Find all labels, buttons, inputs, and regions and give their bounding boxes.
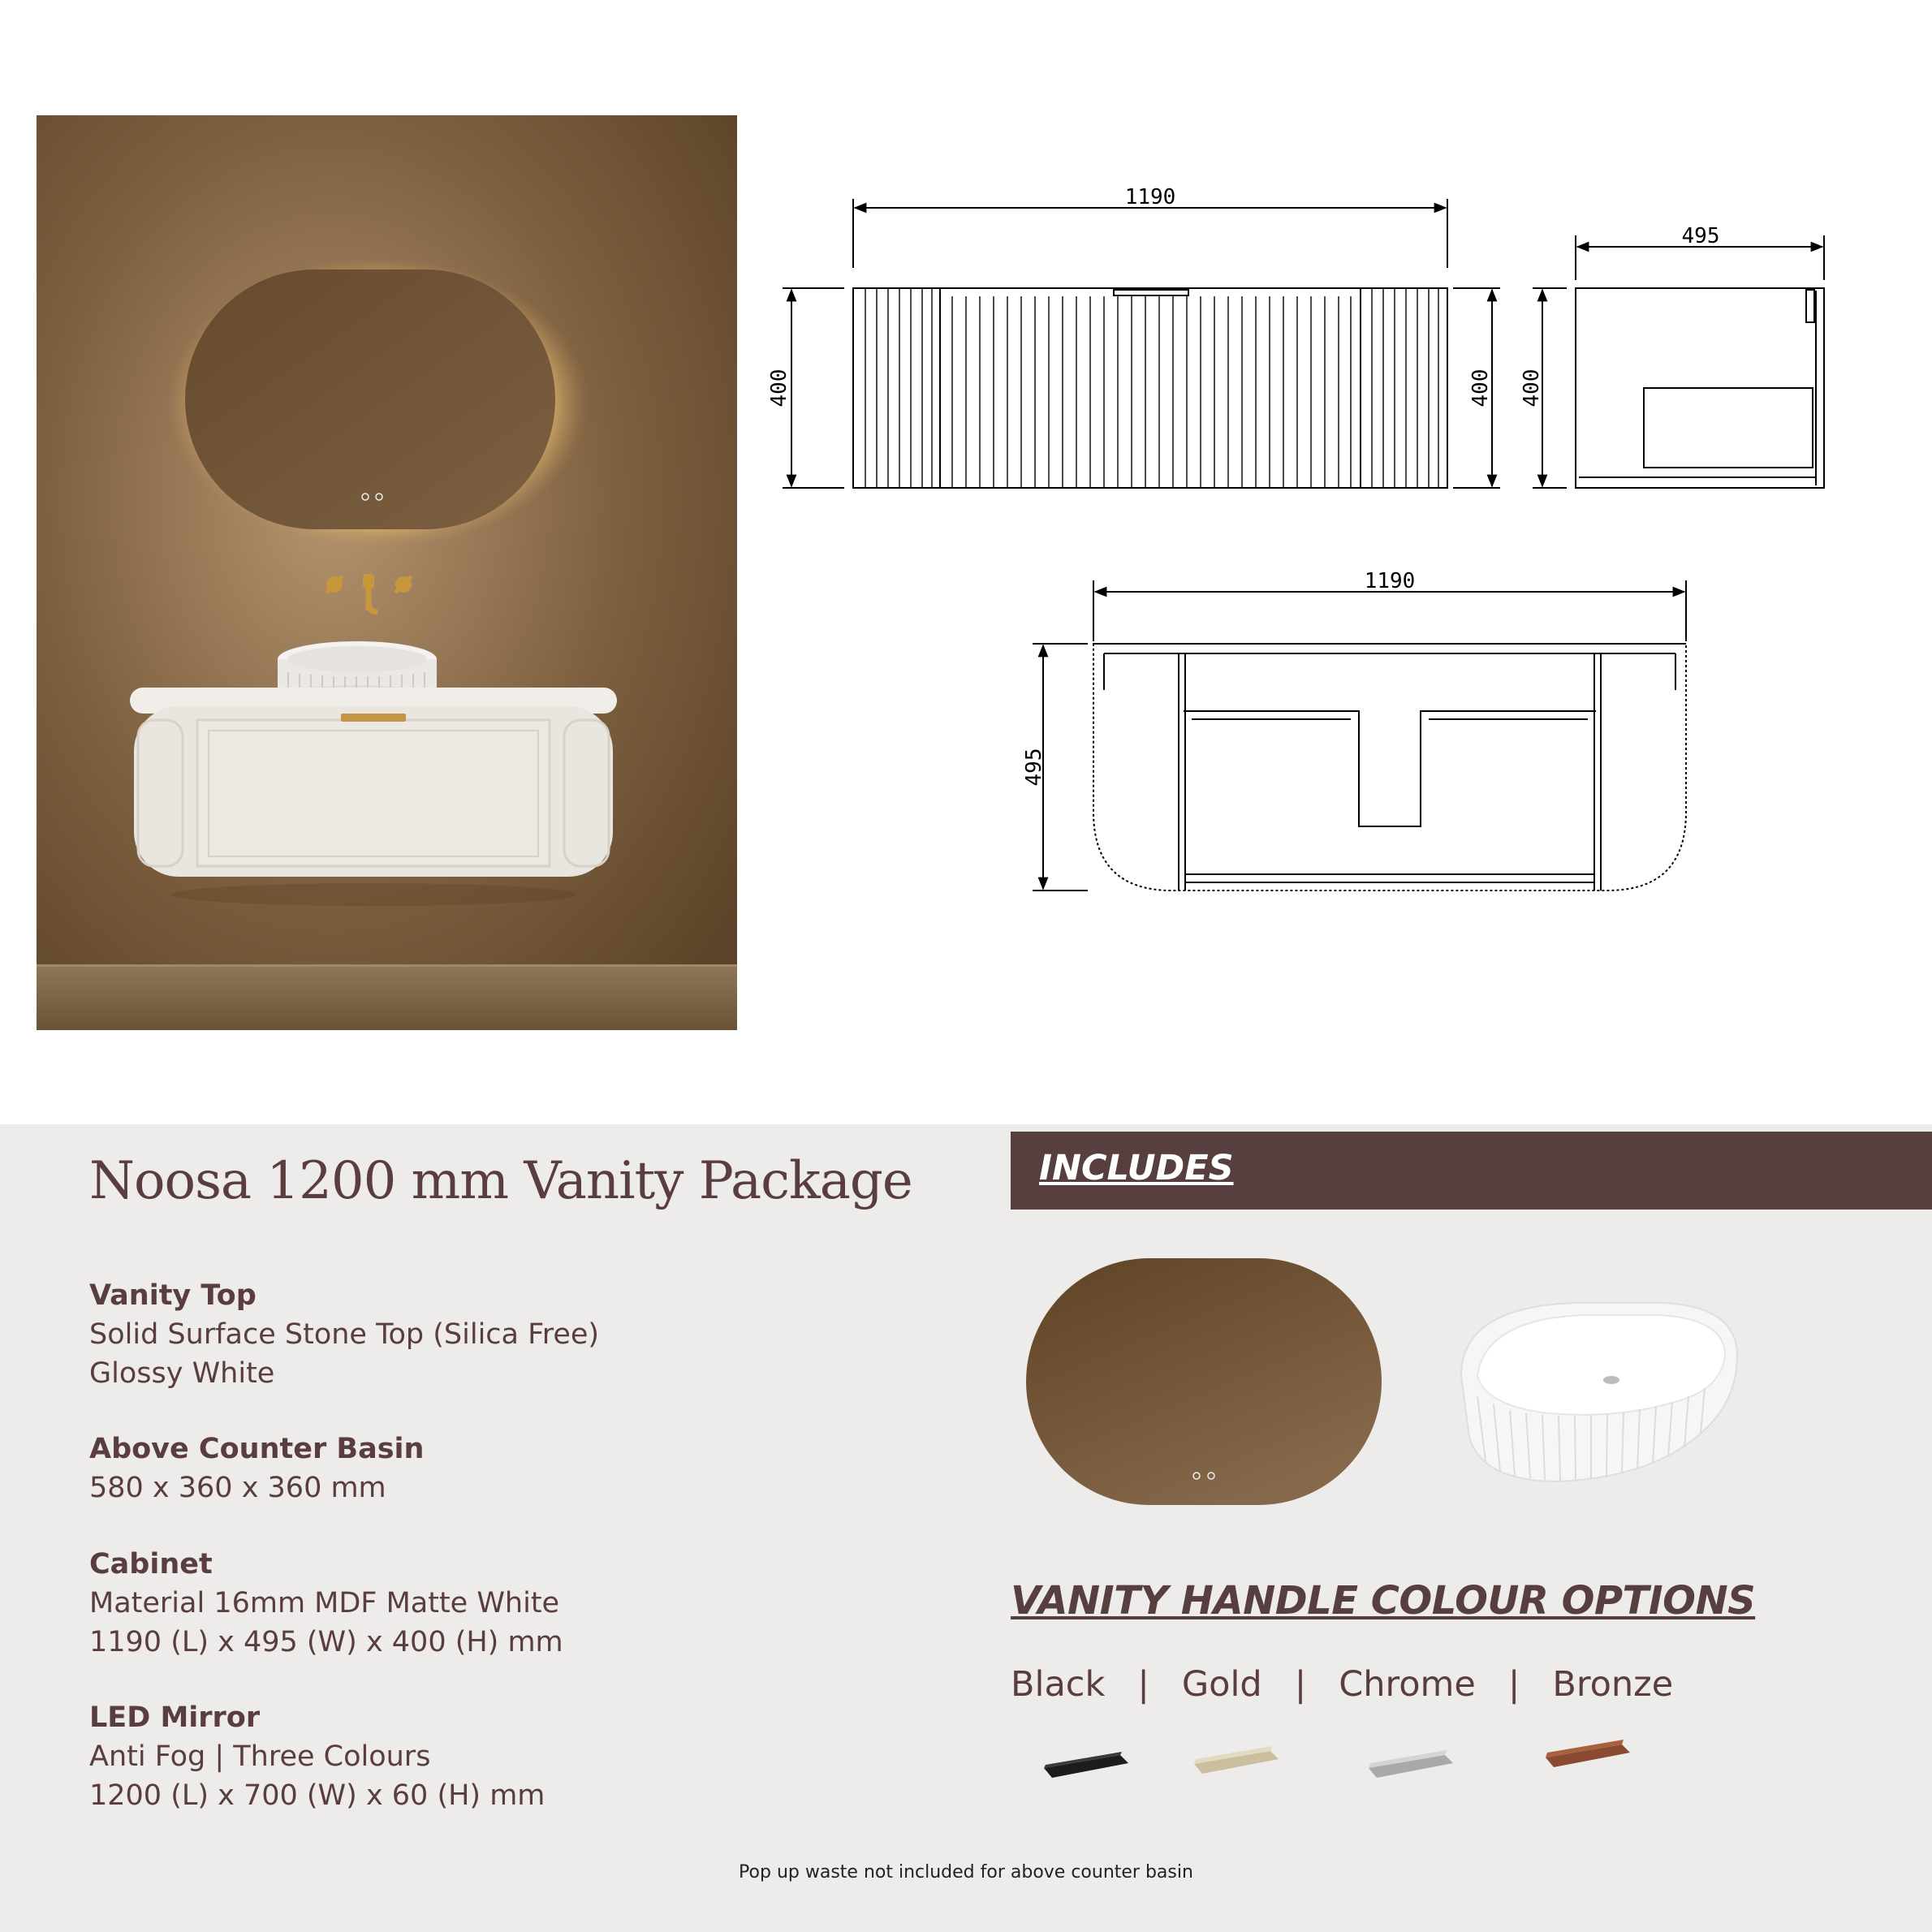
handle-colour-list: [1011, 1664, 1673, 1705]
spec-heading: Cabinet: [89, 1548, 213, 1581]
colour-option-black: Black: [1011, 1664, 1106, 1705]
colour-separator: |: [1137, 1664, 1149, 1705]
top-width-dimension: 1190: [1364, 569, 1416, 593]
top-depth-dimension: 495: [1022, 748, 1046, 787]
handle-colour-heading: VANITY HANDLE COLOUR OPTIONS: [1011, 1578, 1756, 1624]
front-height-dimension-right: 400: [1468, 369, 1493, 408]
includes-heading: INCLUDES: [1039, 1148, 1234, 1188]
spec-line: 1190 (L) x 495 (W) x 400 (H) mm: [89, 1626, 563, 1658]
handle-swatch-black: [1039, 1744, 1136, 1784]
mirror-product-image: [1024, 1257, 1383, 1507]
technical-drawings: [731, 122, 1867, 934]
page-title: Noosa 1200 mm Vanity Package: [89, 1151, 912, 1211]
vanity-scene-illustration: [37, 115, 737, 1030]
basin-product-image: [1453, 1299, 1745, 1486]
handle-swatch-chrome: [1364, 1744, 1461, 1784]
spec-line: Solid Surface Stone Top (Silica Free): [89, 1318, 600, 1351]
spec-basin: [89, 1430, 424, 1507]
spec-line: Glossy White: [89, 1357, 275, 1390]
colour-option-bronze: Bronze: [1552, 1664, 1674, 1705]
spec-led-mirror: [89, 1698, 545, 1815]
colour-separator: |: [1507, 1664, 1520, 1705]
colour-option-chrome: Chrome: [1339, 1664, 1476, 1705]
spec-line: Anti Fog | Three Colours: [89, 1740, 431, 1773]
spec-heading: Vanity Top: [89, 1279, 257, 1312]
spec-heading: Above Counter Basin: [89, 1433, 425, 1465]
spec-line: Material 16mm MDF Matte White: [89, 1587, 560, 1619]
spec-cabinet: [89, 1545, 563, 1662]
colour-option-gold: Gold: [1181, 1664, 1262, 1705]
handle-swatch-gold: [1189, 1740, 1287, 1780]
product-photo: [37, 115, 737, 1030]
spec-line: 1200 (L) x 700 (W) x 60 (H) mm: [89, 1779, 546, 1812]
side-view-drawing: [1533, 235, 1824, 488]
top-view-drawing: [1033, 580, 1686, 891]
spec-line: 580 x 360 x 360 mm: [89, 1472, 386, 1504]
front-height-dimension-left: 400: [767, 369, 791, 408]
front-width-dimension: 1190: [1124, 185, 1176, 209]
colour-separator: |: [1294, 1664, 1307, 1705]
spec-vanity-top: [89, 1276, 599, 1393]
side-height-dimension: 400: [1520, 369, 1544, 408]
footnote: Pop up waste not included for above counter basin: [739, 1862, 1193, 1882]
spec-heading: LED Mirror: [89, 1701, 261, 1734]
handle-swatch-bronze: [1541, 1733, 1638, 1774]
side-width-dimension: 495: [1681, 224, 1720, 248]
front-view-drawing: [783, 199, 1500, 488]
